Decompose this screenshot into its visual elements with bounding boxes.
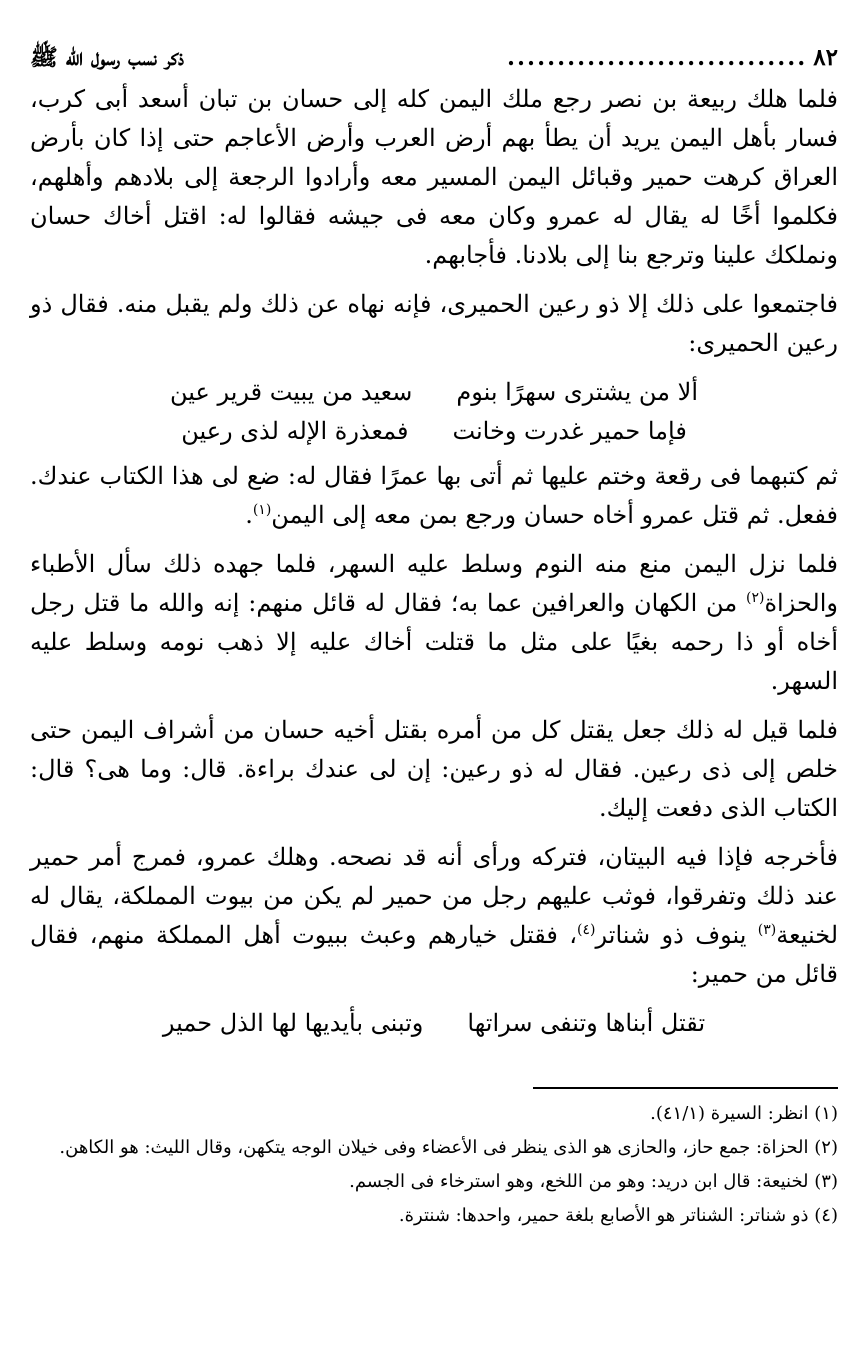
paragraph-3-end: . [245,501,253,529]
paragraph-1: فلما هلك ربيعة بن نصر رجع ملك اليمن كله إلى حسان بن تبان أسعد أبى كرب، فسار بأهل اليمن يريد أن يطأ بهم أرض العرب وأرض الأعاجم حتى إذا كان بأرض العراق كرهت حمير وقبائل اليمن المسير معه وأرادوا الرجعة إلى بلادهم وأهلهم، فكلموا أخًا له يقال له عمرو وكان معه فى جيشه فقالوا له: اقتل أخاك حسان ونملكك علينا وترجع بنا إلى بلادنا. فأجابهم. [30,85,838,269]
verse-second-hemistich: وتبنى بأيديها لها الذل حمير [162,1009,424,1037]
paragraph-2: فاجتمعوا على ذلك إلا ذو رعين الحميرى، فإنه نهاه عن ذلك ولم يقبل منه. فقال ذو رعين الحميرى: [30,290,838,357]
paragraph-3-text: ثم كتبهما فى رقعة وختم عليها ثم أتى بها عمرًا فقال له: ضع لى هذا الكتاب عندك. ففعل. ثم قتل عمرو أخاه حسان ورجع بمن معه إلى اليمن [30,462,838,529]
footnote-ref-3: (٣) [757,922,777,938]
poem-1 [30,373,838,451]
chapter-title: ذكر نسب رسول الله ﷺ [30,44,185,71]
footnote-3: (٣) لخنيعة: قال ابن دريد: وهو من اللخع، وهو استرخاء فى الجسم. [349,1171,838,1192]
footnote-ref-2: (٢) [745,590,765,606]
verse-line [30,373,838,412]
verse-second-hemistich: فمعذرة الإله لذى رعين [181,417,409,445]
verse-line [30,412,838,451]
paragraph-6-part3: ، فقتل خيارهم وعبث ببيوت أهل المملكة منهم، فقال قائل من حمير: [30,921,838,988]
footnote-ref-4: (٤) [577,922,596,938]
footnote-4: (٤) ذو شناتر: الشناتر هو الأصابع بلغة حمير، واحدها: شنترة. [398,1205,838,1226]
footnote-1: (١) انظر: السيرة (٤١/١). [650,1103,838,1124]
verse-first-hemistich: فإما حمير غدرت وخانت [452,417,687,445]
footnotes [30,1099,838,1231]
paragraph-4-after: من الكهان والعرافين عما به؛ فقال له قائل منهم: إنه والله ما قتل رجل أخاه أو ذا رحمه بغيًا على مثل ما قتلت أخاك عليه إلا ذهب نومه وسلط عليه السهر. [30,589,838,695]
header-dot-leader: .............................. [507,44,808,71]
verse-first-hemistich: ألا من يشترى سهرًا بنوم [456,378,698,406]
paragraph-6-part2: ينوف ذو شناتر [595,921,758,949]
paragraph-5: فلما قيل له ذلك جعل يقتل كل من أمره بقتل أخيه حسان من أشراف اليمن حتى خلص إلى ذى رعين. فقال له ذو رعين: إن لى عندك براءة. قال: وما هى؟ قال: الكتاب الذى دفعت إليك. [30,716,838,822]
paragraph-6-part1: فأخرجه فإذا فيه البيتان، فتركه ورأى أنه قد نصحه. وهلك عمرو، فمرج أمر حمير عند ذلك وتفرقوا، فوثب عليهم رجل من حمير لم يكن من بيوت المملكة، يقال له لخنيعة [30,843,839,949]
verse-line [30,1004,838,1043]
paragraph-4-before: فلما نزل اليمن منع منه النوم وسلط عليه السهر، فلما جهده ذلك سأل الأطباء والحزاة [30,550,838,617]
page-number: ٨٢ [813,44,838,71]
poem-2 [30,1004,838,1043]
verse-first-hemistich: تقتل أبناها وتنفى سراتها [467,1009,706,1037]
footnote-ref-1: (١) [252,502,272,518]
paragraph-6 [30,838,838,994]
footnote-separator [533,1087,838,1089]
paragraph-3 [30,457,838,535]
verse-second-hemistich: سعيد من يبيت قرير عين [170,378,413,406]
footnote-2: (٢) الحزاة: جمع حاز، والحازى هو الذى ينظر فى الأعضاء وفى خيلان الوجه يتكهن، وقال الليث: هو الكاهن. [59,1137,838,1158]
running-header [30,40,838,76]
paragraph-4 [30,545,838,701]
